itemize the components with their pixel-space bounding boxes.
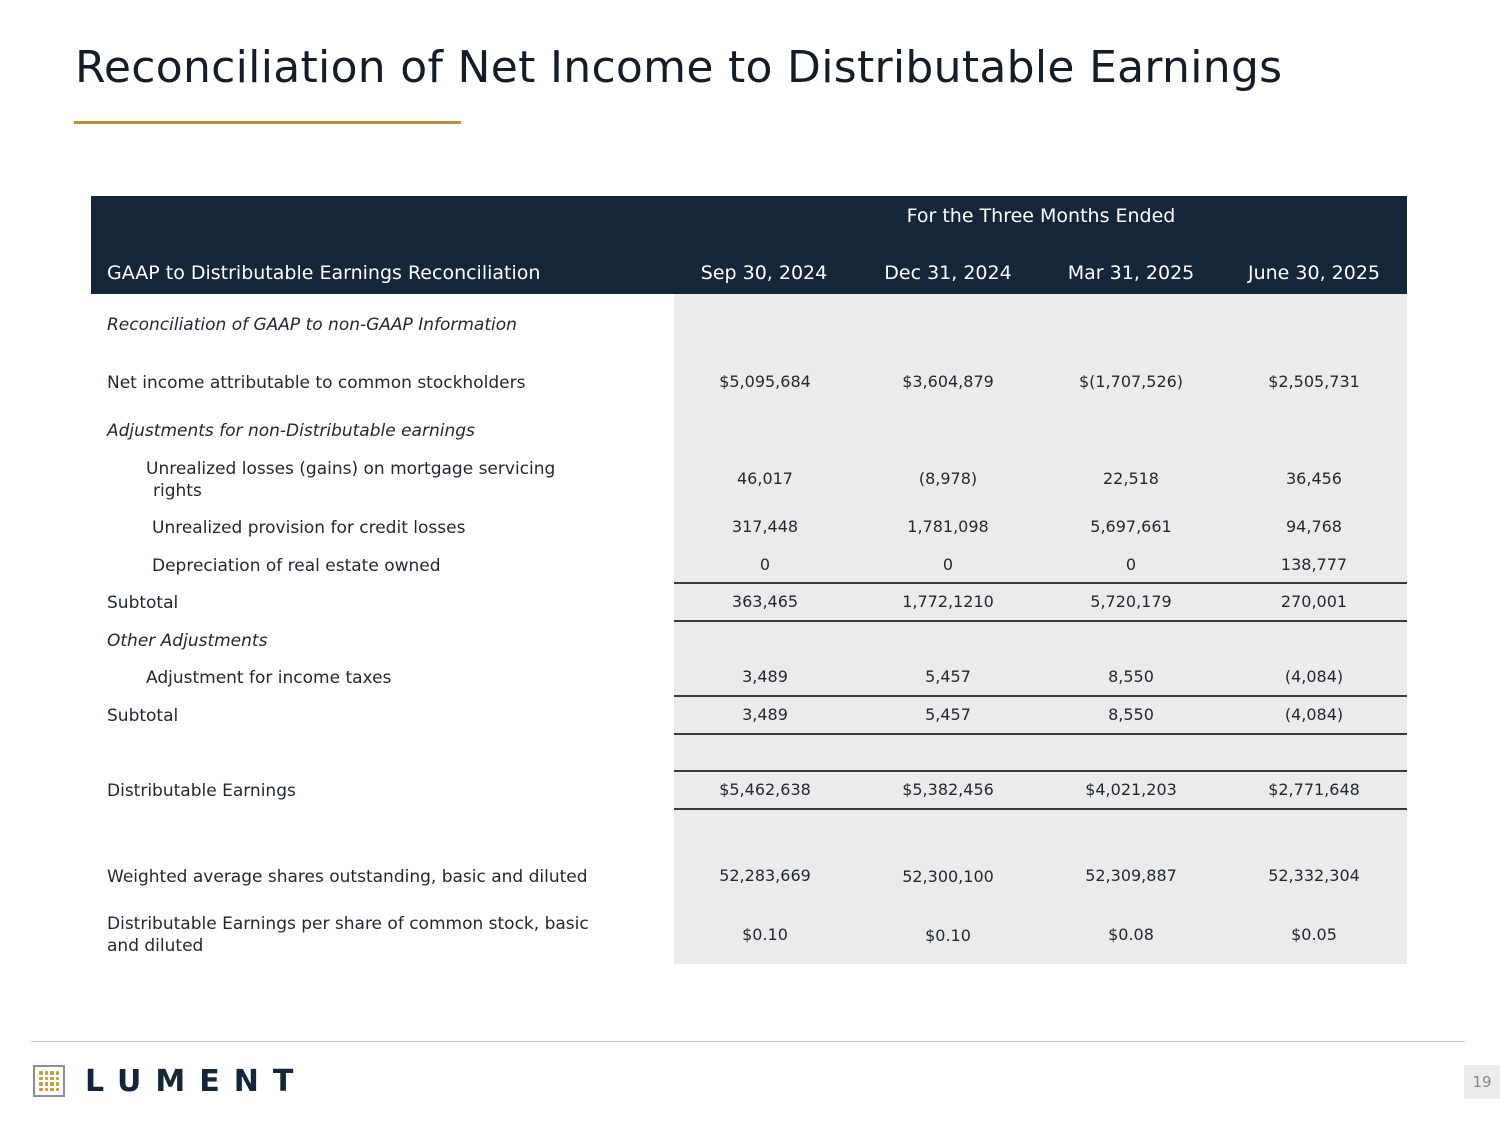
table-cell: 0 (942, 555, 954, 574)
section-label-other-adjustments: Other Adjustments (107, 631, 268, 651)
row-label-msr: Unrealized losses (gains) on mortgage servicing (146, 459, 556, 479)
table-cell: $5,095,684 (719, 372, 811, 391)
page-number: 19 (1464, 1065, 1500, 1099)
table-cell: $4,021,203 (1085, 780, 1177, 799)
table-cell: 52,332,304 (1268, 866, 1360, 885)
table-cell: 3,489 (742, 705, 788, 724)
column-header-sep-2024: Sep 30, 2024 (700, 262, 828, 284)
table-cell: 8,550 (1108, 667, 1154, 686)
table-cell: (4,084) (1284, 705, 1344, 724)
table-cell: 5,457 (925, 667, 971, 686)
table-cell: $2,771,648 (1268, 780, 1360, 799)
distributable-bottom-line (674, 808, 1407, 810)
table-cell: 52,309,887 (1085, 866, 1177, 885)
table-cell: $5,462,638 (719, 780, 811, 799)
table-cell: $0.10 (925, 926, 971, 945)
table-cell: 94,768 (1286, 517, 1342, 536)
row-label-subtotal-2: Subtotal (107, 706, 179, 726)
table-cell: 22,518 (1103, 469, 1159, 488)
row-label-subtotal: Subtotal (107, 593, 179, 613)
page-title: Reconciliation of Net Income to Distributable Earnings (75, 42, 1283, 93)
table-cell: 8,550 (1108, 705, 1154, 724)
table-cell: 46,017 (737, 469, 793, 488)
table-cell: 36,456 (1286, 469, 1342, 488)
row-label-net-income: Net income attributable to common stockholders (107, 373, 526, 393)
table-cell: 1,772,1210 (902, 592, 994, 611)
subtotal2-bottom-line (674, 733, 1407, 735)
table-cell: 0 (759, 555, 771, 574)
label-column-header: GAAP to Distributable Earnings Reconciliation (107, 262, 541, 284)
table-cell: 52,283,669 (719, 866, 811, 885)
table-cell: 5,697,661 (1090, 517, 1172, 536)
table-header (91, 196, 1407, 294)
row-label-depreciation: Depreciation of real estate owned (152, 556, 441, 576)
table-cell: $0.10 (742, 925, 788, 944)
table-cell: 52,300,100 (902, 867, 994, 886)
row-label-weighted-shares: Weighted average shares outstanding, basic and diluted (107, 867, 588, 887)
row-label-distributable-earnings: Distributable Earnings (107, 781, 296, 801)
table-cell: 3,489 (742, 667, 788, 686)
section-label-adjustments: Adjustments for non-Distributable earnings (107, 421, 475, 441)
row-label-eps-continued: and diluted (107, 936, 204, 956)
subtotal2-top-line (674, 695, 1407, 697)
table-cell: (8,978) (918, 469, 978, 488)
table-cell: 270,001 (1280, 592, 1348, 611)
title-underline (74, 121, 461, 124)
lument-logo-icon (33, 1065, 65, 1097)
table-cell: 0 (1125, 555, 1137, 574)
table-cell: (4,084) (1284, 667, 1344, 686)
row-label-eps: Distributable Earnings per share of common stock, basic (107, 914, 589, 934)
table-cell: $3,604,879 (902, 372, 994, 391)
row-label-msr-continued: rights (153, 481, 202, 501)
subtotal-top-line (674, 582, 1407, 584)
column-header-dec-2024: Dec 31, 2024 (884, 262, 1012, 284)
column-header-mar-2025: Mar 31, 2025 (1067, 262, 1195, 284)
section-label-reconciliation: Reconciliation of GAAP to non-GAAP Information (107, 315, 517, 335)
subtotal-bottom-line (674, 620, 1407, 622)
period-group-header: For the Three Months Ended (906, 205, 1176, 227)
table-cell: 138,777 (1280, 555, 1348, 574)
table-cell: $0.05 (1291, 925, 1337, 944)
footer-divider (31, 1041, 1465, 1042)
column-header-jun-2025: June 30, 2025 (1247, 262, 1381, 284)
values-shaded-area (674, 294, 1407, 964)
table-cell: 5,720,179 (1090, 592, 1172, 611)
logo-wordmark: LUMENT (85, 1064, 308, 1099)
table-cell: $5,382,456 (902, 780, 994, 799)
row-label-income-taxes: Adjustment for income taxes (146, 668, 392, 688)
table-cell: $0.08 (1108, 925, 1154, 944)
table-cell: 317,448 (731, 517, 799, 536)
distributable-top-line (674, 770, 1407, 772)
table-cell: 5,457 (925, 705, 971, 724)
table-cell: 1,781,098 (907, 517, 989, 536)
row-label-credit-losses: Unrealized provision for credit losses (152, 518, 466, 538)
table-cell: 363,465 (731, 592, 799, 611)
table-cell: $2,505,731 (1268, 372, 1360, 391)
table-cell: $(1,707,526) (1078, 372, 1184, 391)
